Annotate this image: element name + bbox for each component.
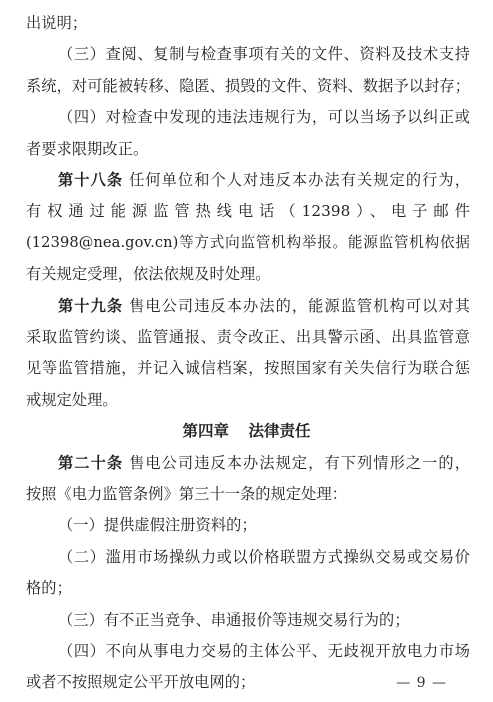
text-line-22: 或者不按照规定公平开放电网的； (26, 673, 256, 692)
article-20-text: 售电公司违反本办法规定，有下列情形之一的， (129, 453, 470, 472)
text-line-3: 系统，对可能被转移、隐匿、损毁的文件、资料、数据予以封存； (26, 76, 470, 95)
text-line-8: (12398@nea.gov.cn)等方式向监管机构举报。能源监管机构依据 (26, 233, 470, 251)
article-18-line (58, 170, 470, 190)
article-19-label: 第十九条 (58, 296, 124, 315)
page-number: — 9 — (396, 675, 447, 691)
text-line-5: 者要求限期改正。 (26, 139, 149, 158)
text-line-2: （三）查阅、复制与检查事项有关的文件、资料及技术支持 (58, 45, 470, 64)
text-line-9: 有关规定受理，依法依规及时处理。 (26, 265, 271, 284)
article-18-label: 第十八条 (58, 171, 124, 189)
text-line-1: 出说明； (26, 14, 88, 32)
text-line-17: （一）提供虚假注册资料的； (58, 516, 257, 535)
text-line-7: 有权通过能源监管热线电话（12398）、电子邮件 (26, 202, 470, 221)
text-line-4: （四）对检查中发现的违法违规行为，可以当场予以纠正或 (58, 108, 470, 127)
article-20-line (58, 453, 470, 473)
text-line-20: （三）有不正当竞争、串通报价等违规交易行为的； (58, 610, 410, 629)
article-19-text: 售电公司违反本办法的，能源监管机构可以对其 (129, 296, 470, 315)
text-line-21: （四）不向从事电力交易的主体公平、无歧视开放电力市场 (58, 642, 470, 660)
text-line-19: 格的； (26, 579, 72, 598)
text-line-13: 戒规定处理。 (26, 390, 118, 409)
article-19-line (58, 296, 470, 316)
text-line-16: 按照《电力监管条例》第三十一条的规定处理： (26, 485, 348, 503)
text-line-12: 见等监管措施，并记入诚信档案，按照国家有关失信行为联合惩 (26, 359, 470, 378)
text-line-11: 采取监管约谈、监管通报、责令改正、出具警示函、出具监管意 (26, 328, 470, 346)
text-line-18: （二）滥用市场操纵力或以价格联盟方式操纵交易或交易价 (58, 547, 470, 566)
article-20-label: 第二十条 (58, 453, 124, 472)
article-18-text: 任何单位和个人对违反本办法有关规定的行为， (129, 171, 470, 189)
chapter-heading: 第四章 法律责任 (182, 422, 311, 441)
